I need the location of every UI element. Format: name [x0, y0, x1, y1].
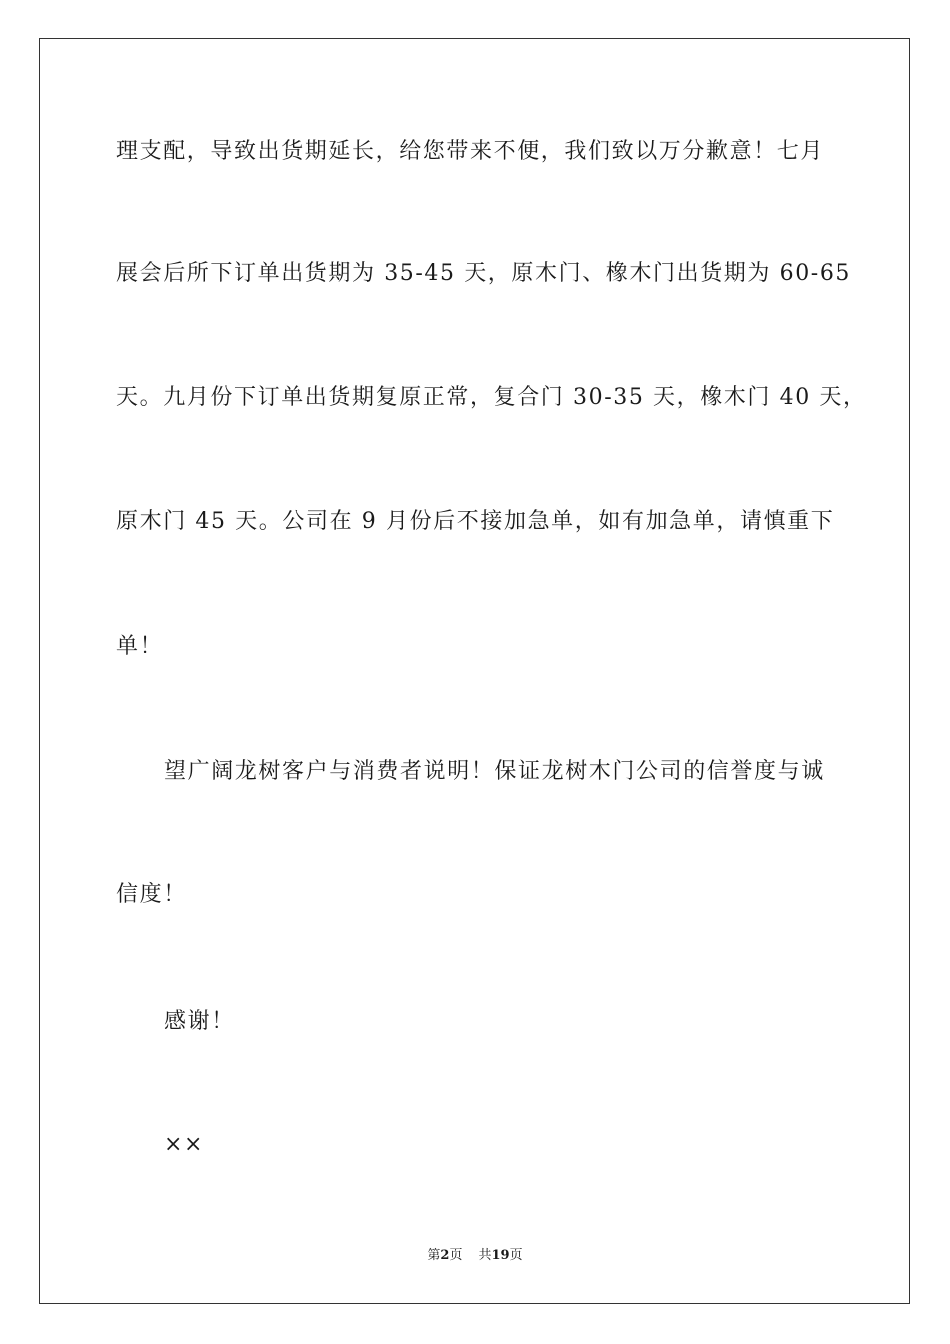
- closing-thanks: 感谢！: [164, 1009, 235, 1034]
- signature: ××: [164, 1132, 205, 1157]
- footer-page-total: 19: [491, 1248, 510, 1263]
- body-line-4: 原木门 45 天。公司在 9 月份后不接加急单，如有加急单，请慎重下: [116, 509, 835, 534]
- footer-page-current: 2: [440, 1248, 450, 1263]
- body-line-2: 展会后所下订单出货期为 35-45 天，原木门、橡木门出货期为 60-65: [116, 261, 852, 286]
- footer-page-prefix: 第: [427, 1248, 441, 1263]
- page-frame: [39, 38, 910, 1304]
- body-line-3: 天。九月份下订单出货期复原正常，复合门 30-35 天，橡木门 40 天，: [116, 385, 867, 410]
- page-footer: [0, 1247, 950, 1265]
- body-line-6: 望广阔龙树客户与消费者说明！保证龙树木门公司的信誉度与诚: [164, 759, 825, 784]
- body-line-1: 理支配，导致出货期延长，给您带来不便，我们致以万分歉意！七月: [116, 139, 825, 164]
- footer-page-suffix: 页: [449, 1248, 463, 1263]
- footer-total-prefix: 共: [478, 1248, 492, 1263]
- footer-total-suffix: 页: [509, 1248, 523, 1263]
- body-line-5: 单！: [116, 634, 164, 659]
- body-line-7: 信度！: [116, 882, 187, 907]
